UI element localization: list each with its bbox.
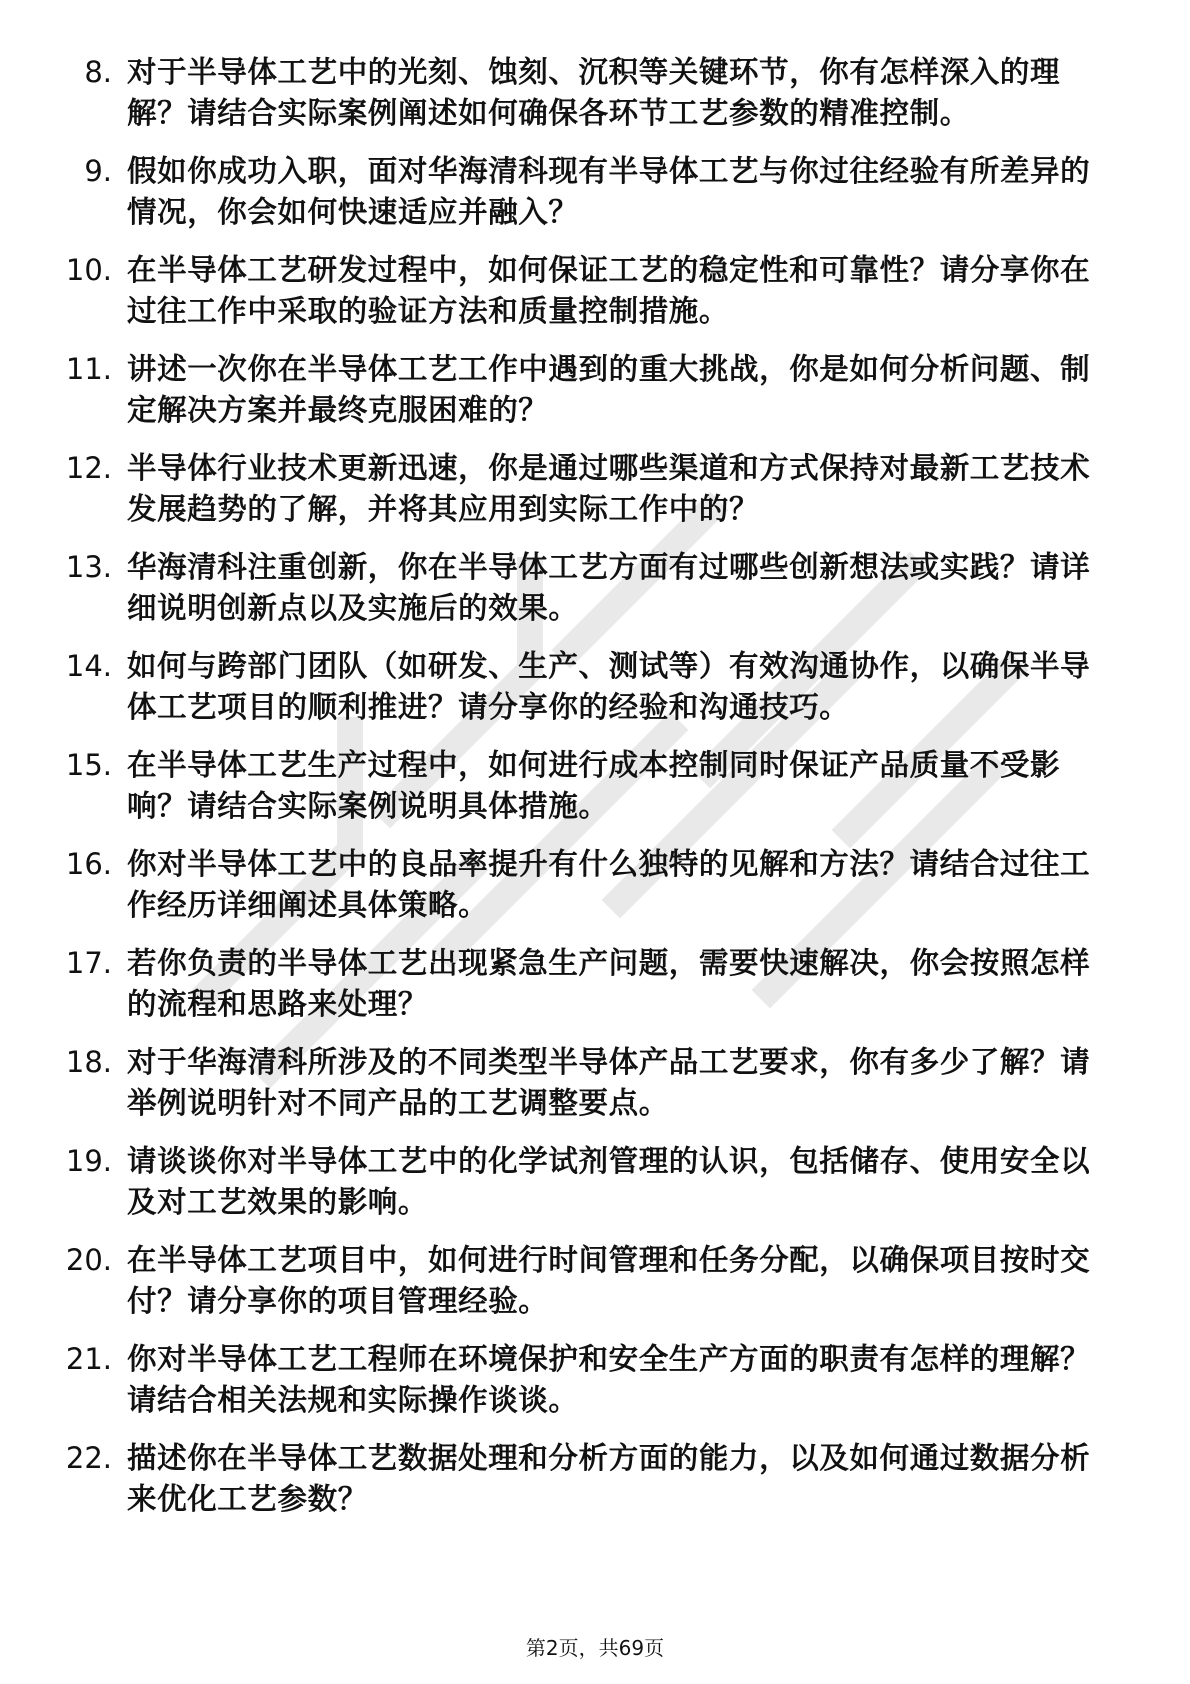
question-item bbox=[0, 151, 1112, 233]
question-text: 请谈谈你对半导体工艺中的化学试剂管理的认识，包括储存、使用安全以及对工艺效果的影响。 bbox=[127, 1144, 1091, 1219]
question-text: 你对半导体工艺工程师在环境保护和安全生产方面的职责有怎样的理解？请结合相关法规和实际操作谈谈。 bbox=[127, 1342, 1091, 1417]
question-item bbox=[0, 745, 1112, 827]
question-item bbox=[0, 1042, 1112, 1124]
question-number: 9. bbox=[84, 154, 112, 188]
question-text: 描述你在半导体工艺数据处理和分析方面的能力，以及如何通过数据分析来优化工艺参数？ bbox=[127, 1441, 1091, 1516]
question-text: 在半导体工艺研发过程中，如何保证工艺的稳定性和可靠性？请分享你在过往工作中采取的验证方法和质量控制措施。 bbox=[127, 253, 1091, 328]
question-number: 21. bbox=[65, 1342, 112, 1376]
question-item bbox=[0, 844, 1112, 926]
question-text: 假如你成功入职，面对华海清科现有半导体工艺与你过往经验有所差异的情况，你会如何快速适应并融入？ bbox=[127, 154, 1091, 229]
page-footer: 第2页，共69页 bbox=[525, 1636, 665, 1660]
question-number: 12. bbox=[65, 451, 112, 485]
question-number: 13. bbox=[65, 550, 112, 584]
question-item bbox=[0, 547, 1112, 629]
question-number: 18. bbox=[65, 1045, 112, 1079]
question-number: 14. bbox=[65, 649, 112, 683]
question-number: 16. bbox=[65, 847, 112, 881]
question-number: 22. bbox=[65, 1441, 112, 1475]
question-text: 对于半导体工艺中的光刻、蚀刻、沉积等关键环节，你有怎样深入的理解？请结合实际案例阐述如何确保各环节工艺参数的精准控制。 bbox=[127, 55, 1061, 130]
question-number: 11. bbox=[65, 352, 112, 386]
question-item bbox=[0, 1339, 1112, 1421]
question-text: 半导体行业技术更新迅速，你是通过哪些渠道和方式保持对最新工艺技术发展趋势的了解，并将其应用到实际工作中的？ bbox=[127, 451, 1091, 526]
question-item bbox=[0, 250, 1112, 332]
question-number: 20. bbox=[65, 1243, 112, 1277]
question-text: 在半导体工艺项目中，如何进行时间管理和任务分配，以确保项目按时交付？请分享你的项目管理经验。 bbox=[127, 1243, 1091, 1318]
question-text: 若你负责的半导体工艺出现紧急生产问题，需要快速解决，你会按照怎样的流程和思路来处理？ bbox=[127, 946, 1091, 1021]
question-item bbox=[0, 448, 1112, 530]
question-item bbox=[0, 943, 1112, 1025]
question-number: 19. bbox=[65, 1144, 112, 1178]
question-item bbox=[0, 1141, 1112, 1223]
question-list bbox=[0, 52, 1190, 1537]
question-number: 10. bbox=[65, 253, 112, 287]
question-text: 在半导体工艺生产过程中，如何进行成本控制同时保证产品质量不受影响？请结合实际案例说明具体措施。 bbox=[127, 748, 1061, 823]
question-number: 8. bbox=[84, 55, 112, 89]
question-text: 你对半导体工艺中的良品率提升有什么独特的见解和方法？请结合过往工作经历详细阐述具体策略。 bbox=[127, 847, 1091, 922]
question-text: 对于华海清科所涉及的不同类型半导体产品工艺要求，你有多少了解？请举例说明针对不同产品的工艺调整要点。 bbox=[127, 1045, 1091, 1120]
question-text: 讲述一次你在半导体工艺工作中遇到的重大挑战，你是如何分析问题、制定解决方案并最终克服困难的？ bbox=[127, 352, 1091, 427]
question-number: 17. bbox=[65, 946, 112, 980]
question-item bbox=[0, 52, 1112, 134]
question-item bbox=[0, 1240, 1112, 1322]
question-text: 如何与跨部门团队（如研发、生产、测试等）有效沟通协作，以确保半导体工艺项目的顺利推进？请分享你的经验和沟通技巧。 bbox=[127, 649, 1091, 724]
question-number: 15. bbox=[65, 748, 112, 782]
question-item bbox=[0, 1438, 1112, 1520]
question-item bbox=[0, 349, 1112, 431]
question-text: 华海清科注重创新，你在半导体工艺方面有过哪些创新想法或实践？请详细说明创新点以及实施后的效果。 bbox=[127, 550, 1091, 625]
question-item bbox=[0, 646, 1112, 728]
